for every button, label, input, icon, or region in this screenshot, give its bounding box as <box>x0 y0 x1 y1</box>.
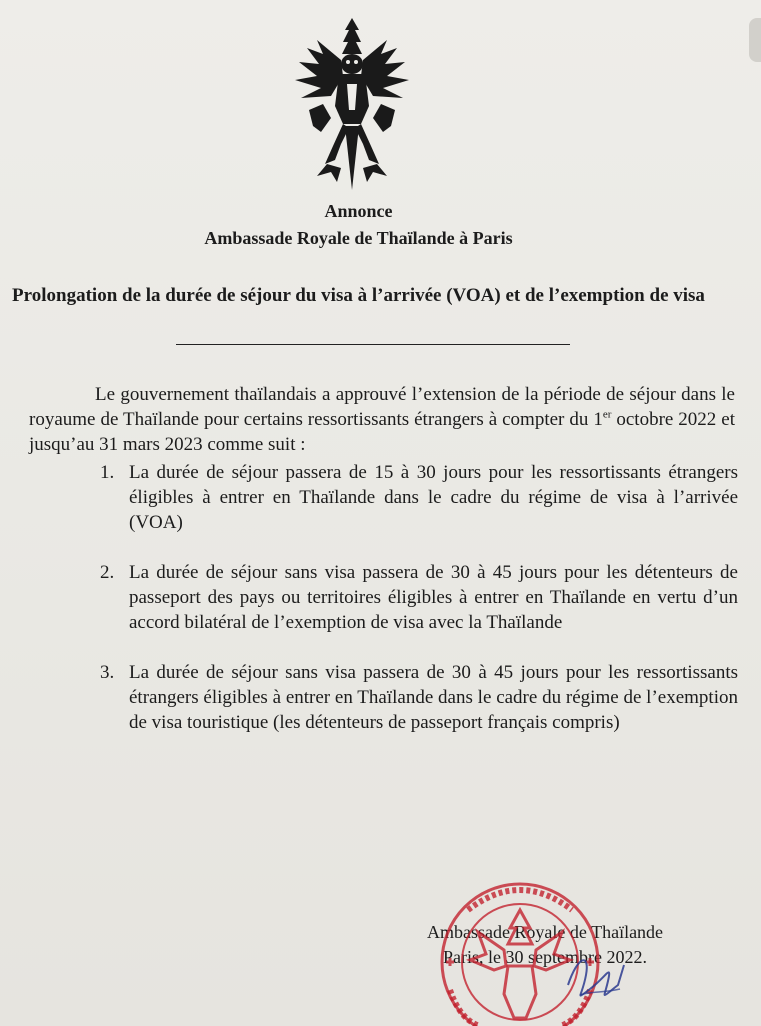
scroll-edge <box>749 18 761 62</box>
intro-text-end: octobre 2022 et jusqu’au 31 mars 2023 comme suit : <box>29 409 735 455</box>
signature-embassy: Ambassade Royale de Thaïlande <box>426 922 664 942</box>
announcement-subject: Prolongation de la durée de séjour du visa à l’arrivée (VOA) et de l’exemption de visa <box>12 285 705 306</box>
embassy-name: Ambassade Royale de Thaïlande à Paris <box>204 228 513 248</box>
intro-text-start: Le gouvernement thaïlandais a approuvé l’extension de la période de séjour dans le royaume de Thaïlande pour certains ressortissants étrangers à compter du 1 <box>29 384 735 430</box>
list-item <box>100 560 738 635</box>
heading-divider <box>176 344 570 345</box>
ordinal-superscript: er <box>602 408 612 421</box>
list-item-number: 3. <box>100 662 115 683</box>
intro-paragraph <box>29 382 735 457</box>
list-item <box>100 660 738 735</box>
list-item-number: 1. <box>100 462 115 483</box>
handwritten-signature <box>560 945 630 1005</box>
garuda-emblem-icon <box>287 14 417 194</box>
list-item-text: La durée de séjour passera de 15 à 30 jours pour les ressortissants étrangers éligibles à entrer en Thaïlande dans le cadre du régime de visa à l’arrivée (VOA) <box>129 462 738 533</box>
list-item-text: La durée de séjour sans visa passera de 30 à 45 jours pour les ressortissants étrangers éligibles à entrer en Thaïlande dans le cadre du régime de l’exemption de visa touristique (les détenteurs de passeport français compris) <box>129 662 738 733</box>
list-item <box>100 460 738 535</box>
list-item-number: 2. <box>100 562 115 583</box>
signature-place-date: Paris, le 30 septembre 2022. <box>443 947 647 967</box>
list-item-text: La durée de séjour sans visa passera de 30 à 45 jours pour les détenteurs de passeport des pays ou territoires éligibles à entrer en Thaïlande en vertu d’un accord bilatéral de l’exemption de visa avec la Thaïlande <box>129 562 738 633</box>
measures-list <box>100 460 738 760</box>
announcement-title: Annonce <box>324 201 393 221</box>
